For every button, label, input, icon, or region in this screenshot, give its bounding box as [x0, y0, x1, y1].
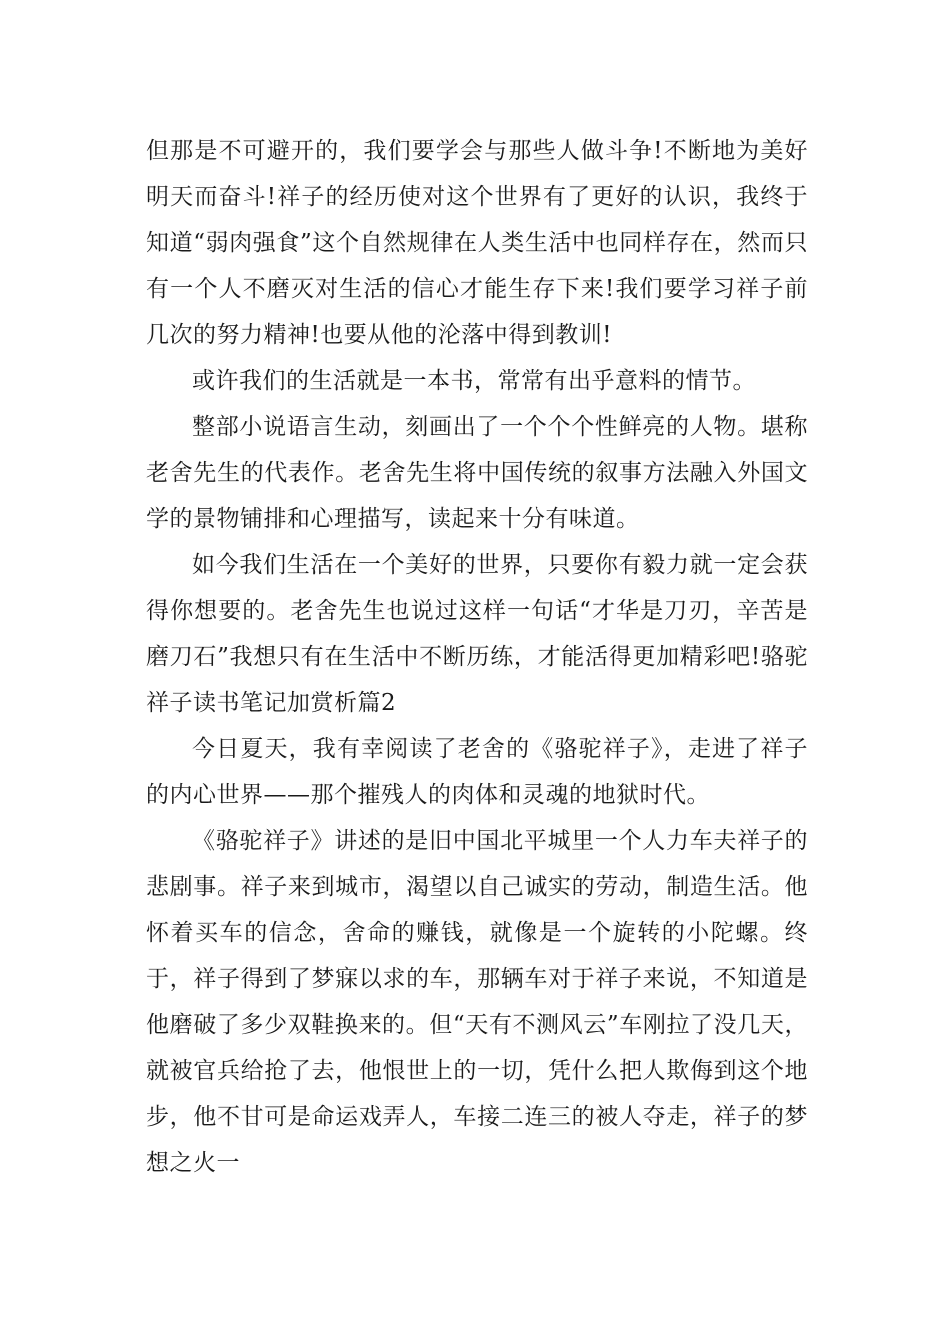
paragraph-6: 《骆驼祥子》讲述的是旧中国北平城里一个人力车夫祥子的悲剧事。祥子来到城市，渴望以自己诚实的劳动，制造生活。他怀着买车的信念，舍命的赚钱，就像是一个旋转的小陀螺。终于，祥子得到了梦寐以求的车，那辆车对于祥子来说，不知道是他磨破了多少双鞋换来的。但“天有不测风云”车刚拉了没几天，就被官兵给抢了去，他恨世上的一切，凭什么把人欺侮到这个地步，他不甘可是命运戏弄人，车接二连三的被人夺走，祥子的梦想之火一 — [146, 828, 808, 1176]
document-body — [146, 128, 808, 1186]
paragraph-5: 今日夏天，我有幸阅读了老舍的《骆驼祥子》，走进了祥子的内心世界——那个摧残人的肉体和灵魂的地狱时代。 — [146, 736, 808, 808]
paragraph-3: 整部小说语言生动，刻画出了一个个个性鲜亮的人物。堪称老舍先生的代表作。老舍先生将中国传统的叙事方法融入外国文学的景物铺排和心理描写，读起来十分有味道。 — [146, 414, 808, 532]
paragraph-2: 或许我们的生活就是一本书，常常有出乎意料的情节。 — [192, 368, 756, 394]
paragraph-4: 如今我们生活在一个美好的世界，只要你有毅力就一定会获得你想要的。老舍先生也说过这样一句话“才华是刀刃，辛苦是磨刀石”我想只有在生活中不断历练，才能活得更加精彩吧!骆驼祥子读书笔记加赏析篇2 — [146, 552, 808, 716]
paragraph-1: 但那是不可避开的，我们要学会与那些人做斗争!不断地为美好明天而奋斗!祥子的经历使对这个世界有了更好的认识，我终于知道“弱肉强食”这个自然规律在人类生活中也同样存在，然而只有一个人不磨灭对生活的信心才能生存下来!我们要学习祥子前几次的努力精神!也要从他的沦落中得到教训! — [146, 138, 808, 348]
